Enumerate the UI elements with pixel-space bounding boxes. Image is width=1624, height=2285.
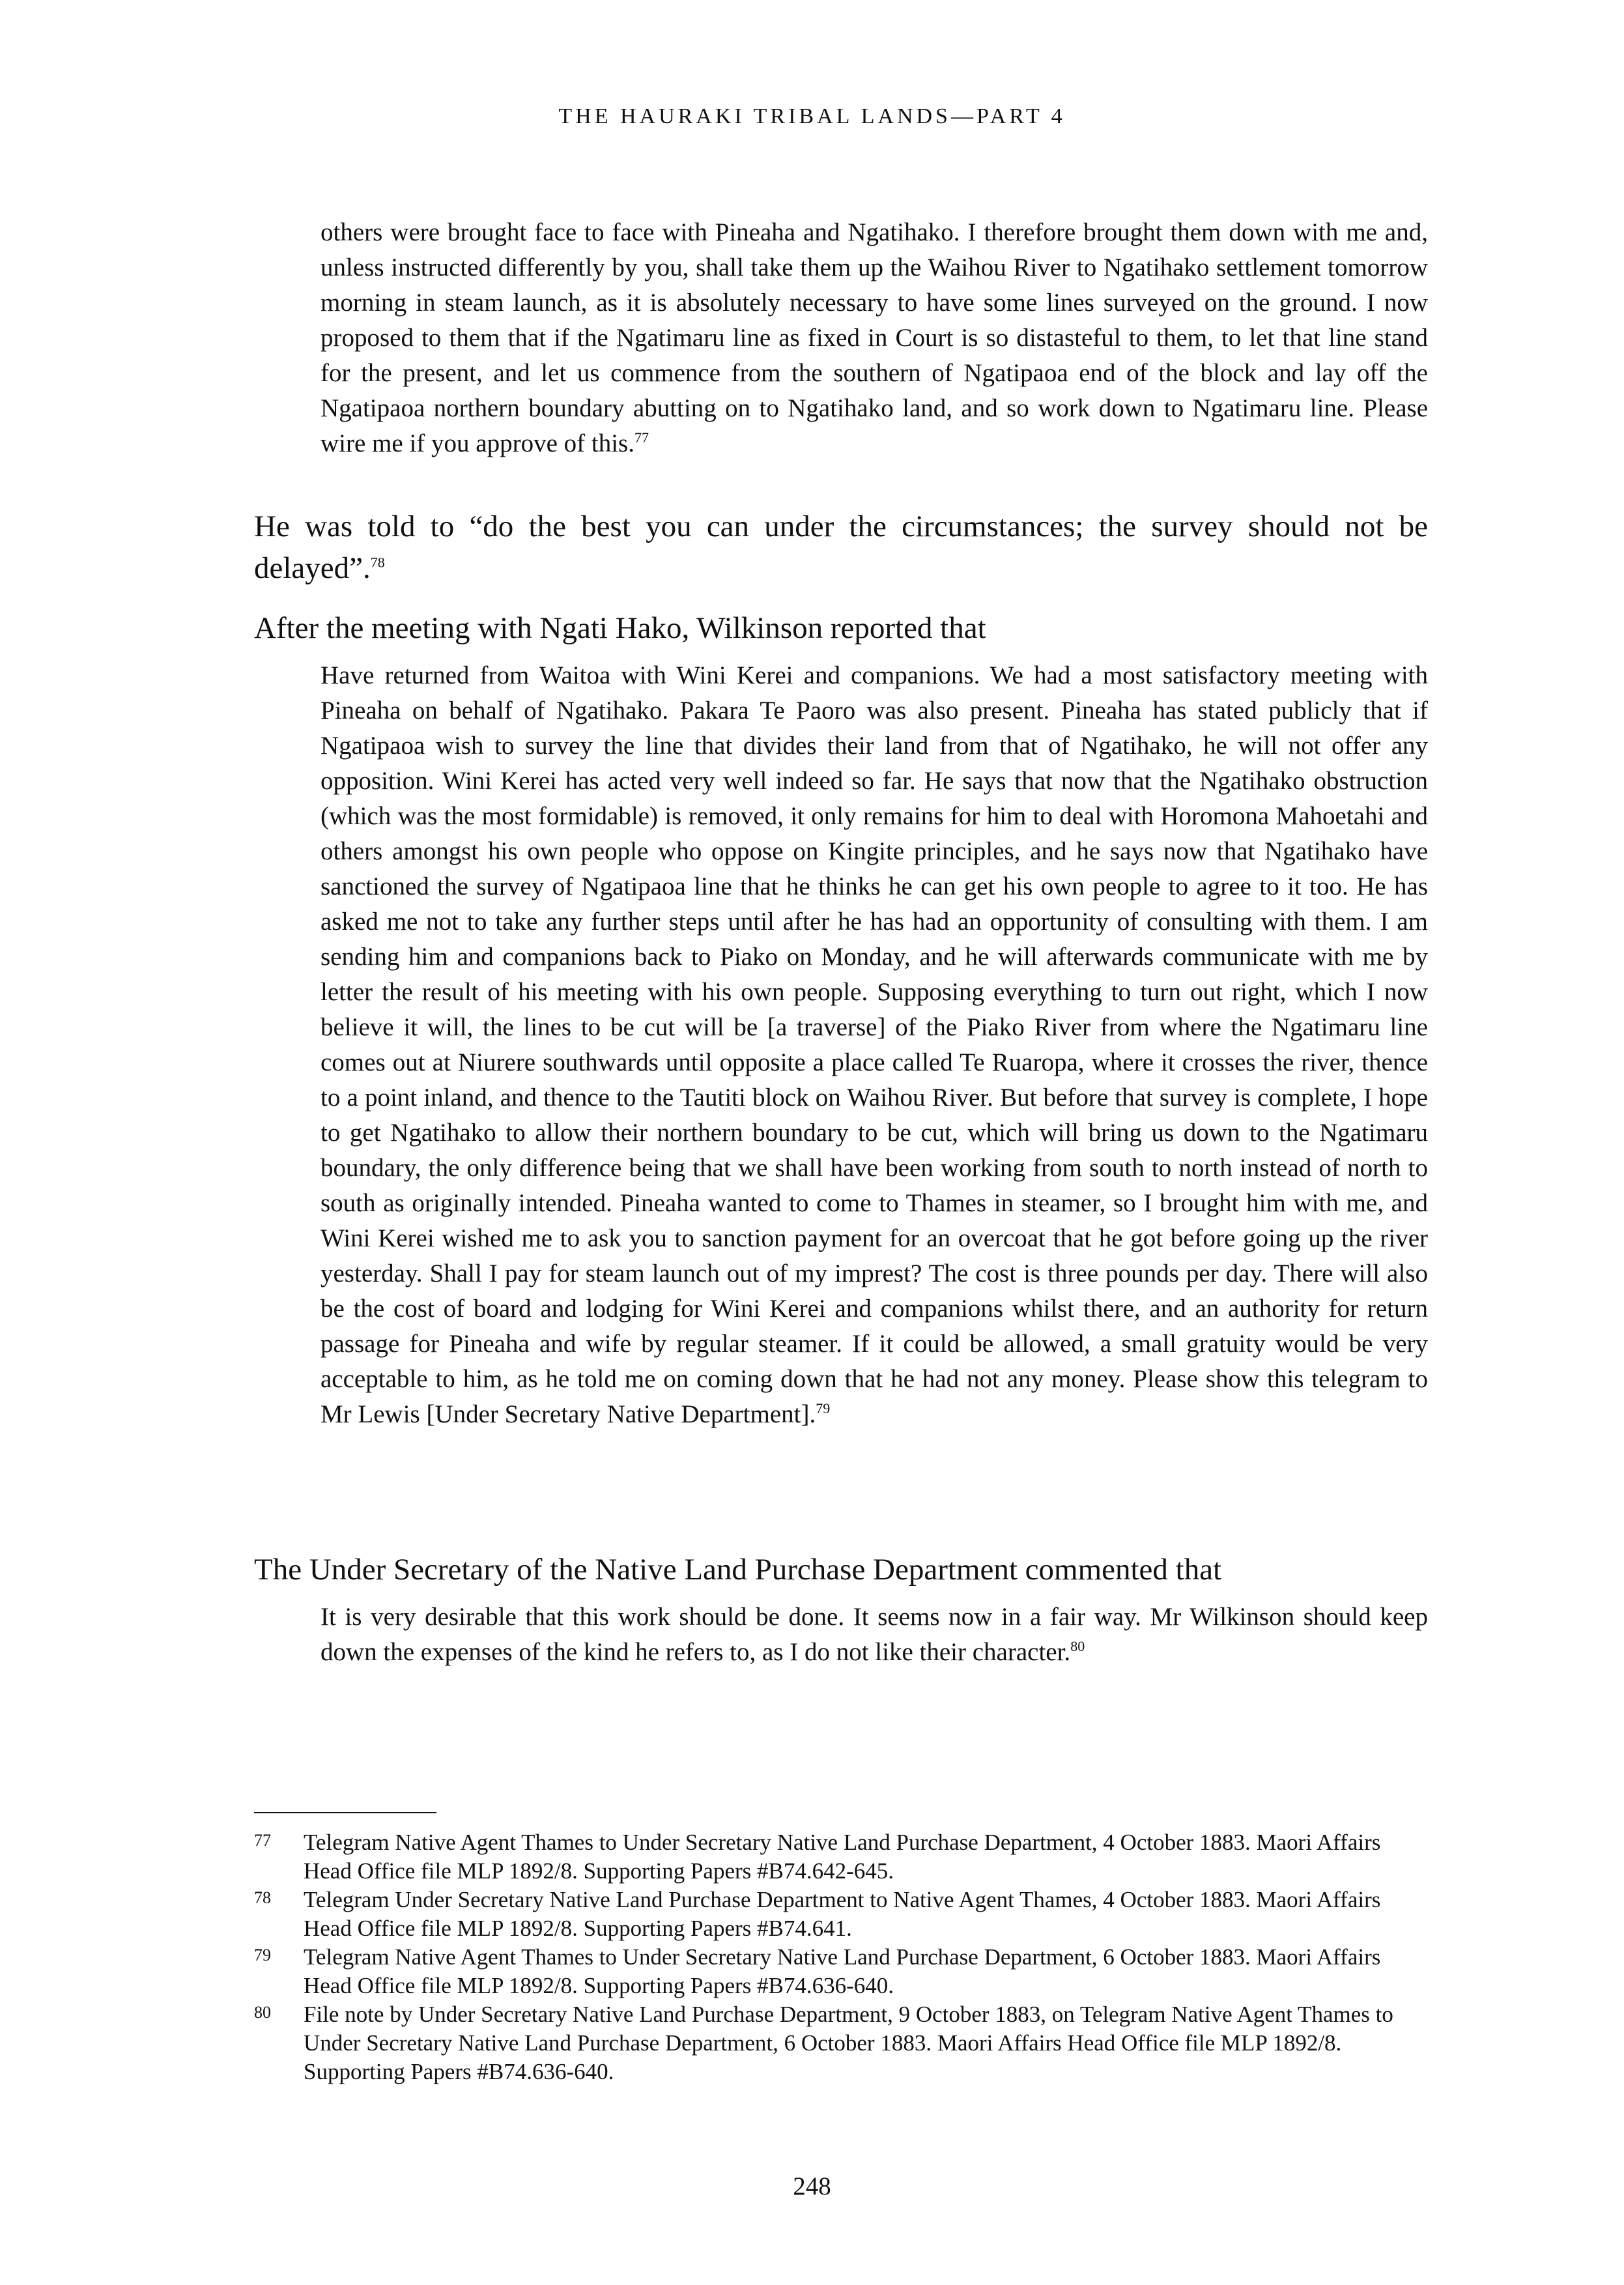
page-number: 248 (793, 2172, 831, 2200)
quote-text: others were brought face to face with Pineaha and Ngatihako. I therefore brought them down with me and, unless instructed differently by you, shall take them up the Waihou River to Ngatihako settlement tomorrow morning in steam launch, as it is absolutely necessary to have some lines surveyed on the ground. I now proposed to them that if the Ngatimaru line as fixed in Court is so distasteful to them, to let that line stand for the present, and let us commence from the southern of Ngatipaoa end of the block and lay off the Ngatipaoa northern boundary abutting on to Ngatihako land, and so work down to Ngatimaru line. Please wire me if you approve of this. (321, 218, 1428, 457)
footnote-80 (254, 2000, 1430, 2086)
body-paragraph-under-secretary (254, 1549, 1428, 1590)
footnote-ref-79: 79 (816, 1400, 831, 1416)
footnote-number: 77 (254, 1831, 271, 1850)
body-paragraph-told (254, 506, 1428, 589)
paragraph-text: After the meeting with Ngati Hako, Wilkinson reported that (254, 611, 986, 645)
footnote-text: Telegram Under Secretary Native Land Purchase Department to Native Agent Thames, 4 October 1883. Maori Affairs Head Office file MLP 1892/8. Supporting Papers #B74.641. (304, 1887, 1381, 1941)
quote-text: Have returned from Waitoa with Wini Kerei and companions. We had a most satisfactory meeting with Pineaha on behalf of Ngatihako. Pakara Te Paoro was also present. Pineaha has stated publicly that if Ngatipaoa wish to survey the line that divides their land from that of Ngatihako, he will not offer any opposition. Wini Kerei has acted very well indeed so far. He says that now that the Ngatihako obstruction (which was the most formidable) is removed, it only remains for him to deal with Horomona Mahoetahi and others amongst his own people who oppose on Kingite principles, and he says now that Ngatihako have sanctioned the survey of Ngatipaoa line that he thinks he can get his own people to agree to it too. He has asked me not to take any further steps until after he has had an opportunity of consulting with them. I am sending him and companions back to Piako on Monday, and he will afterwards communicate with me by letter the result of his meeting with his own people. Supposing everything to turn out right, which I now believe it will, the lines to be cut will be [a traverse] of the Piako River from where the Ngatimaru line comes out at Niurere southwards until opposite a place called Te Ruaropa, where it crosses the river, thence to a point inland, and thence to the Tautiti block on Waihou River. But before that survey is complete, I hope to get Ngatihako to allow their northern boundary to be cut, which will bring us down to the Ngatimaru boundary, the only difference being that we shall have been working from south to north instead of north to south as originally intended. Pineaha wanted to come to Thames in steamer, so I brought him with me, and Wini Kerei wished me to ask you to sanction payment for an overcoat that he got before going up the river yesterday. Shall I pay for steam launch out of my imprest? The cost is three pounds per day. There will also be the cost of board and lodging for Wini Kerei and companions whilst there, and an authority for return passage for Pineaha and wife by regular steamer. If it could be allowed, a small gratuity would be very acceptable to him, as he told me on coming down that he had not any money. Please show this telegram to Mr Lewis [Under Secretary Native Department]. (321, 661, 1428, 1428)
body-paragraph-after-meeting (254, 607, 1428, 649)
footnote-text: File note by Under Secretary Native Land Purchase Department, 9 October 1883, on Telegram Native Agent Thames to Under Secretary Native Land Purchase Department, 6 October 1883. Maori Affairs Head Office file MLP 1892/8. Supporting Papers #B74.636-640. (304, 2002, 1393, 2084)
block-quote-telegram-79 (321, 658, 1428, 1432)
paragraph-text: He was told to “do the best you can under the circumstances; the survey should not be delayed”. (254, 510, 1428, 585)
block-quote-file-note-80 (321, 1600, 1428, 1670)
footnote-ref-80: 80 (1070, 1638, 1085, 1654)
footnote-text: Telegram Native Agent Thames to Under Secretary Native Land Purchase Department, 6 October 1883. Maori Affairs Head Office file MLP 1892/8. Supporting Papers #B74.636-640. (304, 1944, 1381, 1998)
paragraph-text: The Under Secretary of the Native Land Purchase Department commented that (254, 1553, 1222, 1587)
footnote-ref-77: 77 (634, 429, 649, 446)
footnote-number: 80 (254, 2003, 271, 2022)
footnote-number: 78 (254, 1888, 271, 1907)
block-quote-telegram-77 (321, 215, 1428, 461)
footnotes-section (254, 1828, 1430, 2086)
footnote-ref-78: 78 (370, 554, 385, 571)
footnote-78 (254, 1886, 1430, 1943)
footnote-divider (254, 1812, 436, 1813)
footnote-79 (254, 1943, 1430, 2000)
footnote-number: 79 (254, 1946, 271, 1964)
quote-text: It is very desirable that this work should be done. It seems now in a fair way. Mr Wilkinson should keep down the expenses of the kind he refers to, as I do not like their character. (321, 1603, 1428, 1666)
footnote-77 (254, 1828, 1430, 1886)
footnote-text: Telegram Native Agent Thames to Under Secretary Native Land Purchase Department, 4 October 1883. Maori Affairs Head Office file MLP 1892/8. Supporting Papers #B74.642-645. (304, 1830, 1381, 1884)
running-header: THE HAURAKI TRIBAL LANDS—PART 4 (558, 104, 1066, 128)
